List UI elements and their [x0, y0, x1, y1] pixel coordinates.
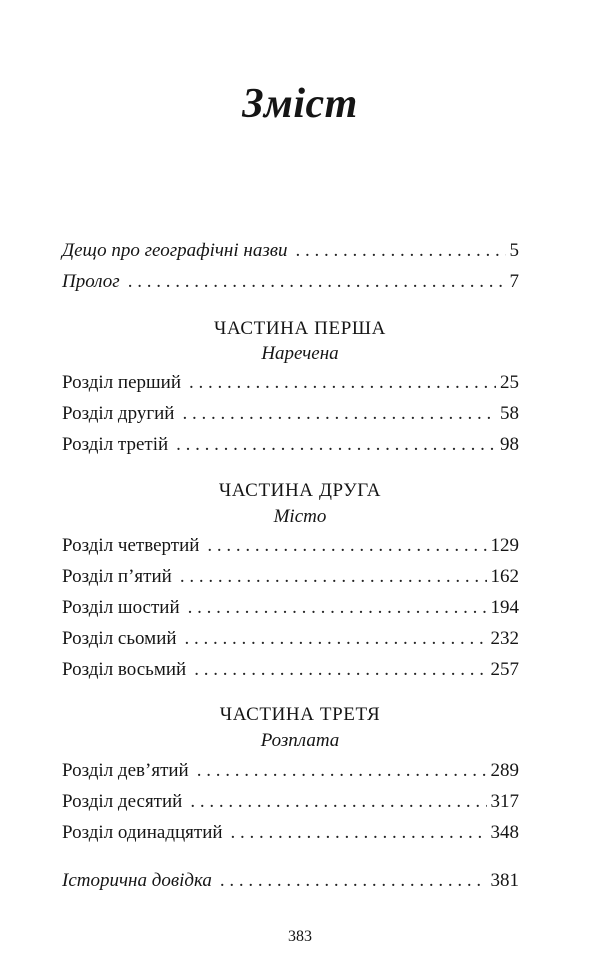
- part-heading: ЧАСТИНА ДРУГА: [218, 480, 382, 501]
- dot-leader: [197, 757, 487, 785]
- toc-entry-page: 98: [500, 434, 519, 455]
- toc-entry: [62, 788, 519, 816]
- toc-entry-page: 289: [490, 760, 519, 781]
- part-heading: ЧАСТИНА ТРЕТЯ: [219, 704, 381, 725]
- toc-entry-page: 7: [509, 271, 519, 292]
- toc-entry: [62, 532, 519, 560]
- part-heading: ЧАСТИНА ПЕРША: [214, 318, 386, 339]
- toc-entry: [62, 563, 519, 591]
- page-title: Зміст: [242, 81, 358, 127]
- toc-entry-page: 381: [490, 870, 519, 891]
- toc-entry-page: 194: [490, 597, 519, 618]
- toc-entry-label: Розділ третій: [62, 434, 169, 455]
- toc-entry-label: Розділ другий: [62, 403, 175, 424]
- dot-leader: [220, 867, 487, 895]
- toc-entry-label: Розділ одинадцятий: [62, 822, 223, 843]
- dot-leader: [188, 594, 487, 622]
- toc-entry-label: Розділ п’ятий: [62, 566, 172, 587]
- dot-leader: [295, 237, 505, 265]
- dot-leader: [207, 532, 486, 560]
- toc-entry-label: Розділ четвертий: [62, 535, 200, 556]
- dot-leader: [194, 656, 486, 684]
- toc-entry: [62, 625, 519, 653]
- toc-entry-label: Розділ шостий: [62, 597, 180, 618]
- toc-entry: [62, 400, 519, 428]
- toc-entry-label: Розділ дев’ятий: [62, 760, 189, 781]
- toc-entry-page: 162: [490, 566, 519, 587]
- toc-entry: [62, 369, 519, 397]
- toc-entry-label: Розділ десятий: [62, 791, 183, 812]
- toc-entry: [62, 431, 519, 459]
- toc-entry: [62, 656, 519, 684]
- toc-entry-page: 232: [490, 628, 519, 649]
- toc-entry-page: 317: [490, 791, 519, 812]
- toc-entry-page: 25: [500, 372, 519, 393]
- dot-leader: [231, 819, 487, 847]
- part-subtitle: Розплата: [260, 730, 340, 751]
- dot-leader: [180, 563, 487, 591]
- toc-entry-label: Розділ восьмий: [62, 659, 187, 680]
- toc-entry: [62, 867, 519, 895]
- toc-entry-label: Історична довідка: [62, 870, 212, 891]
- toc-entry: [62, 237, 519, 265]
- toc-entry-label: Дещо про географічні назви: [62, 240, 288, 261]
- toc-entry: [62, 268, 519, 296]
- toc-entry: [62, 819, 519, 847]
- part-subtitle: Наречена: [261, 343, 339, 364]
- toc-entry-page: 348: [490, 822, 519, 843]
- toc-entry-page: 5: [509, 240, 519, 261]
- toc-entry-label: Розділ перший: [62, 372, 182, 393]
- dot-leader: [189, 369, 496, 397]
- toc-entry-page: 58: [500, 403, 519, 424]
- dot-leader: [176, 431, 496, 459]
- toc-entry-page: 257: [490, 659, 519, 680]
- toc-entry: [62, 594, 519, 622]
- dot-leader: [182, 400, 496, 428]
- toc-entry-label: Розділ сьомий: [62, 628, 177, 649]
- dot-leader: [185, 625, 487, 653]
- page-number: 383: [288, 928, 312, 945]
- part-subtitle: Місто: [273, 506, 327, 527]
- toc-entry: [62, 757, 519, 785]
- dot-leader: [128, 268, 506, 296]
- toc-entry-page: 129: [490, 535, 519, 556]
- dot-leader: [190, 788, 486, 816]
- toc-entry-label: Пролог: [62, 271, 120, 292]
